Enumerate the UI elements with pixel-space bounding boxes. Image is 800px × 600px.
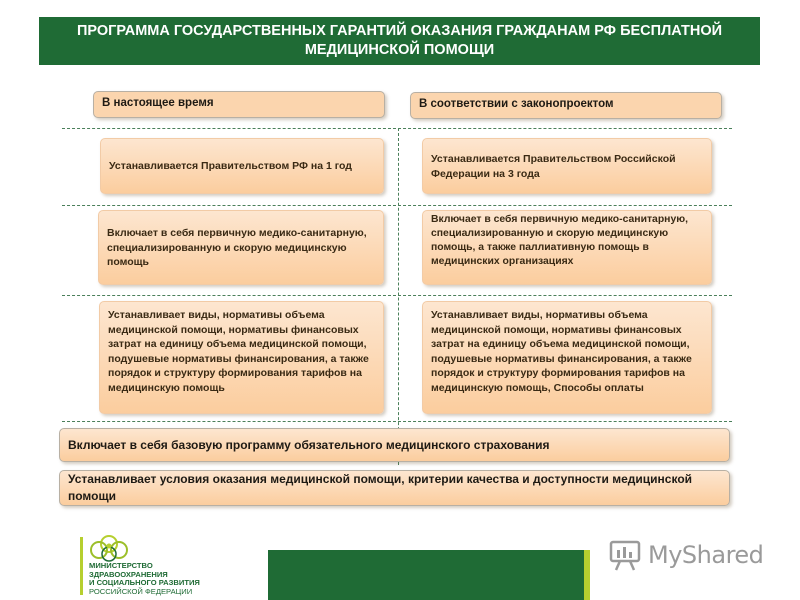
logo-accent-bar — [80, 537, 83, 595]
logo-line-1: МИНИСТЕРСТВО — [89, 561, 153, 570]
right-row-2-text: Включает в себя первичную медико-санитарную, специализированную и скорую медицинскую помощь, а также паллиативную помощь в медицинских организациях — [431, 214, 688, 267]
slide-title-bar — [39, 17, 760, 65]
footer-green-bar — [268, 550, 584, 600]
left-row-3-text: Устанавливает виды, нормативы объема медицинской помощи, нормативы финансовых затрат на единицу объема медицинской помощи, подушевые нормативы финансирования, а также порядок и структуру формирования тарифов на медицинскую помощь — [108, 309, 369, 394]
left-row-2-text: Включает в себя первичную медико-санитарную, специализированную и скорую медицинскую помощь — [107, 227, 367, 269]
right-row-1-text: Устанавливается Правительством Российской Федерации на 3 года — [431, 153, 676, 180]
left-row-1-text: Устанавливается Правительством РФ на 1 год — [109, 160, 352, 173]
right-row-3-text: Устанавливает виды, нормативы объема медицинской помощи, нормативы финансовых затрат на единицу объема медицинской помощи, подушевые нормативы финансирования, а также порядок и структуру формирования тарифов на медицинскую помощь, Способы оплаты — [431, 309, 692, 394]
divider-row-4 — [62, 421, 732, 422]
logo-line-4: РОССИЙСКОЙ ФЕДЕРАЦИИ — [89, 586, 193, 596]
divider-column — [398, 128, 399, 465]
left-row-3-box — [99, 301, 384, 414]
divider-row-2 — [62, 205, 732, 206]
divider-row-1 — [62, 128, 732, 129]
right-row-3-box — [422, 301, 712, 414]
common-row-1-box — [59, 428, 730, 462]
left-row-2-box — [98, 210, 384, 285]
divider-row-3 — [62, 295, 732, 296]
ministry-logo-text — [89, 562, 259, 596]
common-row-2-text: Устанавливает условия оказания медицинской помощи, критерии качества и доступности медицинской помощи — [68, 472, 693, 503]
left-row-1-box — [100, 138, 384, 194]
right-row-1-box — [422, 138, 712, 194]
ministry-emblem-icon — [88, 532, 130, 564]
common-row-2-box — [59, 470, 730, 506]
slide-title: ПРОГРАММА ГОСУДАРСТВЕННЫХ ГАРАНТИЙ ОКАЗАНИЯ ГРАЖДАНАМ РФ БЕСПЛАТНОЙ МЕДИЦИНСКОЙ ПОМОЩИ — [76, 23, 723, 58]
left-column-header: В настоящее время — [93, 91, 385, 118]
watermark-text: MyShared — [648, 541, 764, 569]
logo-line-3: И СОЦИАЛЬНОГО РАЗВИТИЯ — [89, 578, 200, 588]
watermark — [608, 537, 763, 573]
right-column-header: В соответствии с законопроектом — [410, 92, 722, 119]
right-row-2-box — [422, 210, 712, 285]
logo-line-2: ЗДРАВООХРАНЕНИЯ — [89, 569, 168, 579]
footer-accent-bar — [584, 550, 590, 600]
presentation-board-icon — [608, 538, 642, 572]
common-row-1-text: Включает в себя базовую программу обязательного медицинского страхования — [68, 437, 550, 452]
